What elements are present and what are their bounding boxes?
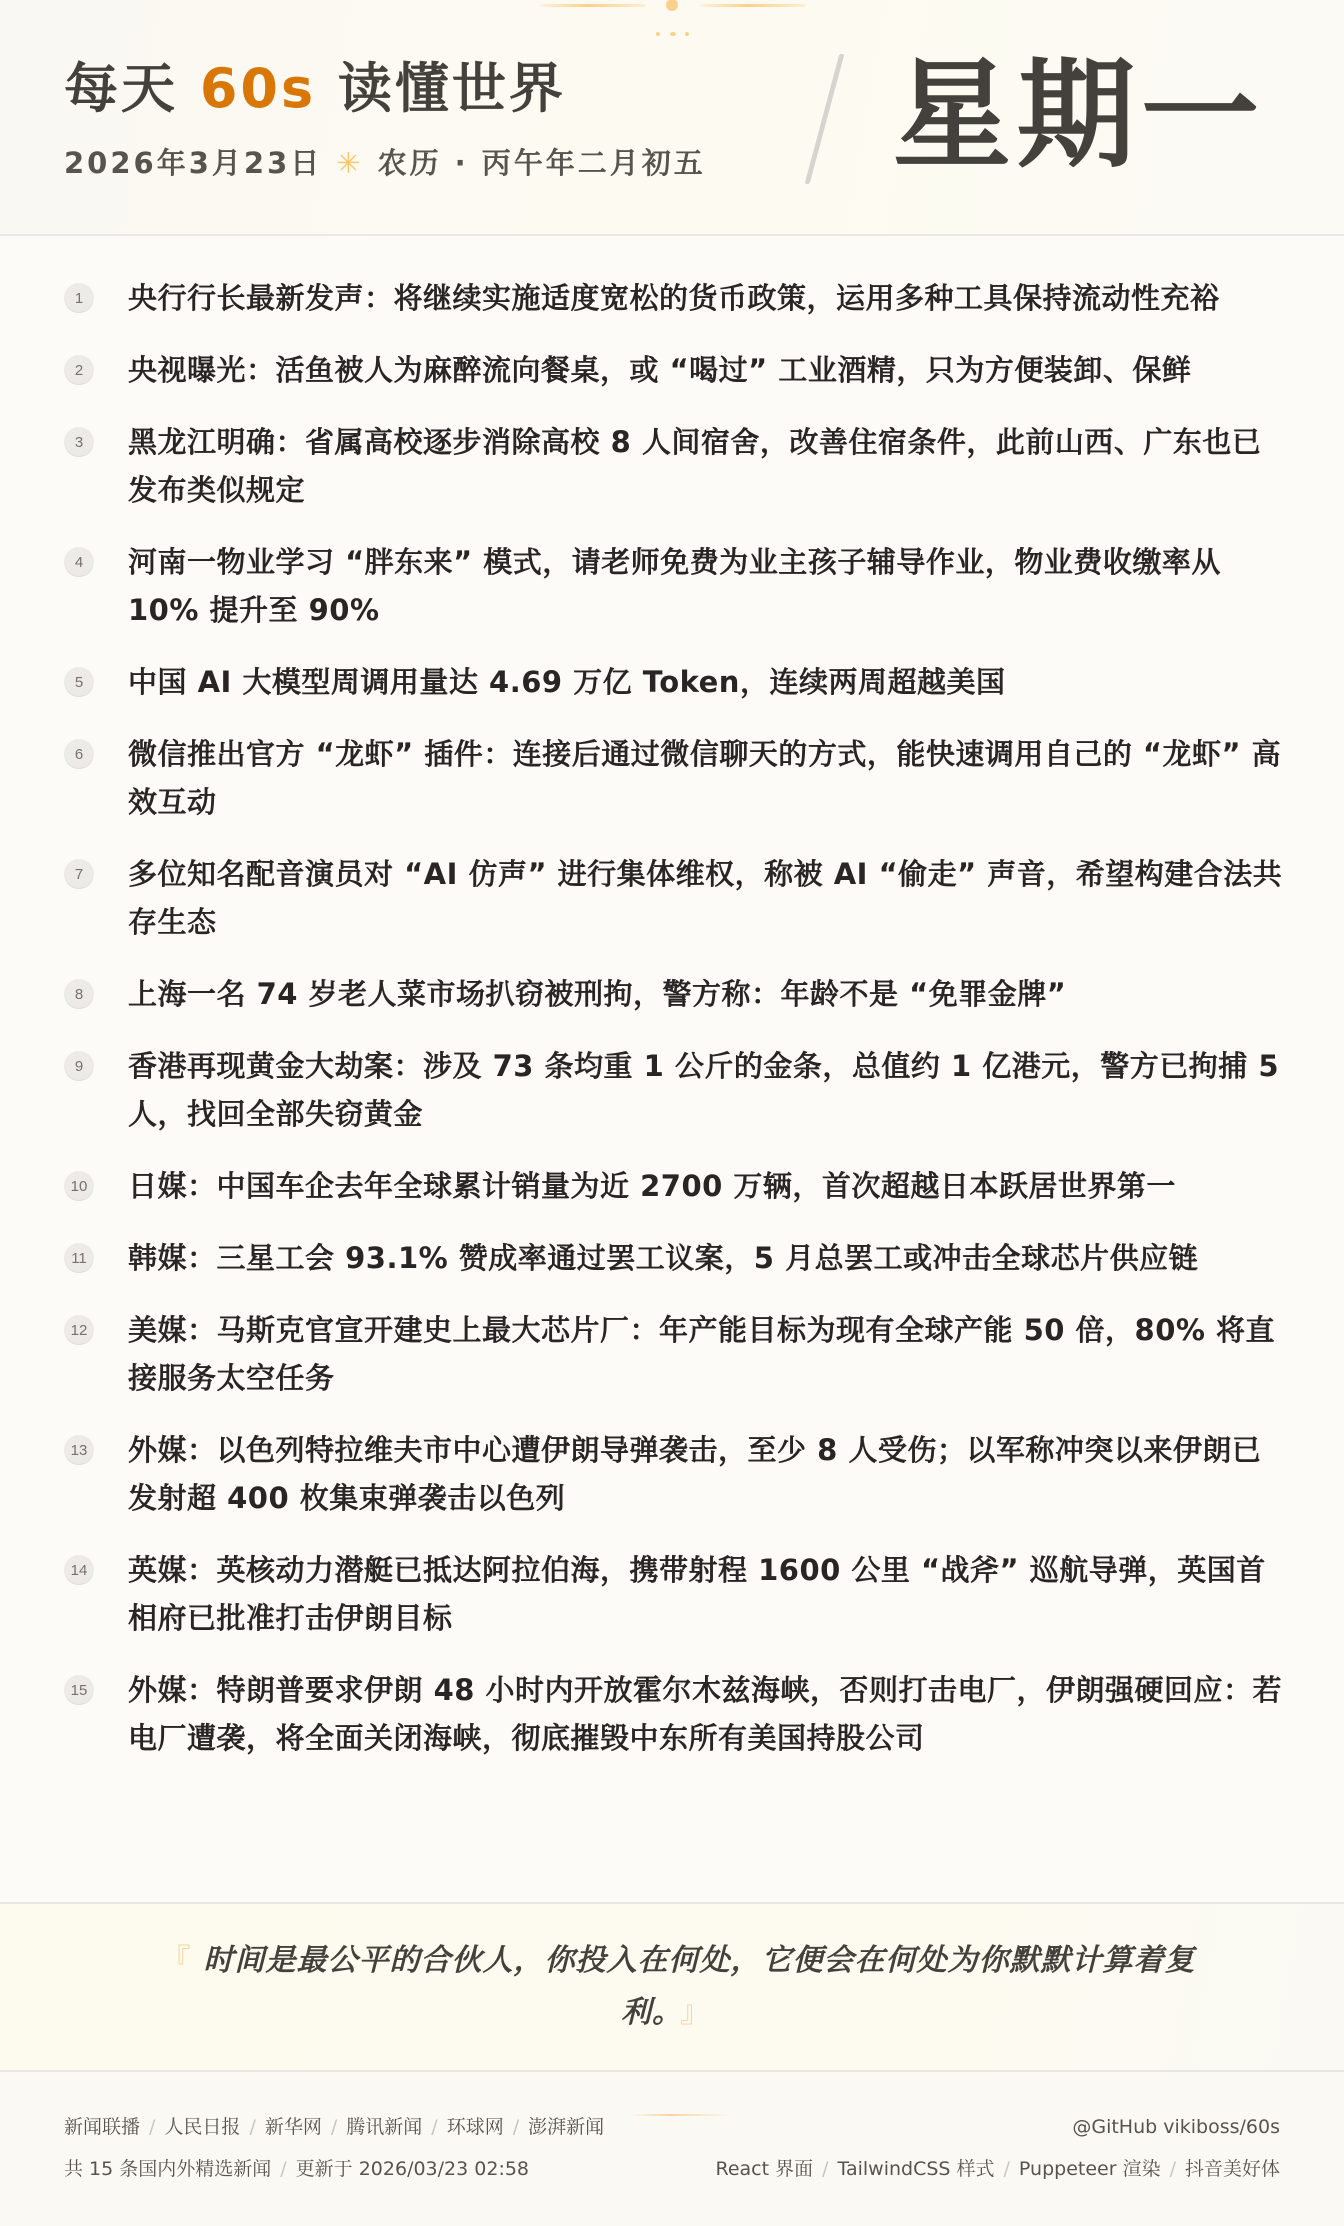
asterisk-icon: ✳ [336,146,364,180]
quote-close-icon: 』 [680,1995,711,2030]
tech-item: Puppeteer 渲染 [1018,2158,1161,2180]
news-item [0,538,1344,634]
separator: / [1169,2158,1176,2180]
header-decoration [0,0,1344,50]
source-item: 人民日报 [164,2116,241,2138]
news-text: 香港再现黄金大劫案：涉及 73 条均重 1 公斤的金条，总值约 1 亿港元，警方已拘捕 5 人，找回全部失窃黄金 [128,1049,1280,1131]
news-item [0,970,1344,1018]
solar-date: 2026年3月23日 [64,146,323,180]
decor-circle-icon [666,0,678,11]
separator: / [330,2116,338,2138]
title-accent: 60s [199,57,317,120]
source-item: 新华网 [264,2116,322,2138]
news-meta [64,2155,529,2183]
source-item: 新闻联播 [64,2116,141,2138]
news-index-badge: 12 [64,1315,94,1345]
news-index-badge: 1 [64,283,94,313]
news-text: 中国 AI 大模型周调用量达 4.69 万亿 Token，连续两周超越美国 [128,665,1006,699]
source-item: 澎湃新闻 [528,2116,605,2138]
decor-dot-icon [670,32,676,36]
source-item: 腾讯新闻 [346,2116,423,2138]
news-index-badge: 4 [64,547,94,577]
news-text: 外媒：以色列特拉维夫市中心遭伊朗导弹袭击，至少 8 人受伤；以军称冲突以来伊朗已发射超 400 枚集束弹袭击以色列 [128,1433,1262,1515]
news-text: 黑龙江明确：省属高校逐步消除高校 8 人间宿舍，改善住宿条件，此前山西、广东也已发布类似规定 [128,425,1262,507]
news-item [0,1162,1344,1210]
date-line [64,143,706,183]
decor-dot-icon [656,32,660,36]
separator: / [431,2116,438,2138]
news-item [0,1666,1344,1762]
news-index-badge: 3 [64,427,94,457]
news-text: 央视曝光：活鱼被人为麻醉流向餐桌，或 “喝过” 工业酒精，只为方便装卸、保鲜 [128,353,1192,387]
slash-divider [805,54,845,184]
news-text: 河南一物业学习 “胖东来” 模式，请老师免费为业主孩子辅导作业，物业费收缴率从 10% 提升至 90% [128,545,1221,627]
footer-decor-line [630,2114,730,2116]
news-item [0,850,1344,946]
separator: / [822,2158,829,2180]
news-index-badge: 5 [64,667,94,697]
news-index-badge: 9 [64,1051,94,1081]
news-item [0,730,1344,826]
news-text: 英媒：英核动力潜艇已抵达阿拉伯海，携带射程 1600 公里 “战斧” 巡航导弹，英国首相府已批准打击伊朗目标 [128,1553,1266,1635]
header [0,0,1344,236]
news-item [0,346,1344,394]
news-index-badge: 8 [64,979,94,1009]
news-index-badge: 11 [64,1243,94,1273]
news-index-badge: 13 [64,1435,94,1465]
page-title [64,54,566,124]
news-index-badge: 2 [64,355,94,385]
news-text: 上海一名 74 岁老人菜市场扒窃被刑拘，警方称：年龄不是 “免罪金牌” [128,977,1067,1011]
separator: / [1003,2158,1010,2180]
separator: / [249,2116,256,2138]
weekday: 星期一 [893,46,1266,184]
source-item: 环球网 [446,2116,504,2138]
quote-open-icon: 『 [160,1943,192,1978]
news-index-badge: 6 [64,739,94,769]
decor-line-left [540,4,645,7]
updated-time: 更新于 2026/03/23 02:58 [295,2158,530,2180]
tech-item: React 界面 [715,2158,814,2180]
news-item [0,1042,1344,1138]
decor-dot-icon [685,32,689,36]
news-index-badge: 7 [64,859,94,889]
news-index-badge: 10 [64,1171,94,1201]
github-credit: @GitHub vikiboss/60s [1072,2116,1280,2138]
quote-text-block [122,1935,1222,2039]
news-text: 韩媒：三星工会 93.1% 赞成率通过罢工议案，5 月总罢工或冲击全球芯片供应链 [128,1241,1199,1275]
news-item [0,1234,1344,1282]
separator: / [512,2116,520,2138]
tech-item: TailwindCSS 样式 [837,2158,995,2180]
news-item [0,418,1344,514]
news-item [0,658,1344,706]
quote-text: 时间是最公平的合伙人，你投入在何处，它便会在何处为你默默计算着复利。 [203,1943,1196,2030]
news-text: 微信推出官方 “龙虾” 插件：连接后通过微信聊天的方式，能快速调用自己的 “龙虾” 高效互动 [128,737,1282,819]
title-suffix: 读懂世界 [337,57,566,120]
news-index-badge: 14 [64,1555,94,1585]
news-count: 共 15 条国内外精选新闻 [64,2158,272,2180]
news-text: 美媒：马斯克官宣开建史上最大芯片厂：年产能目标为现有全球产能 50 倍，80% 将直接服务太空任务 [128,1313,1276,1395]
decor-line-right [700,4,805,7]
news-text: 日媒：中国车企去年全球累计销量为近 2700 万辆，首次超越日本跃居世界第一 [128,1169,1176,1203]
separator: / [280,2158,287,2180]
news-text: 央行行长最新发声：将继续实施适度宽松的货币政策，运用多种工具保持流动性充裕 [128,281,1220,315]
separator: / [149,2116,156,2138]
lunar-date: 农历 · 丙午年二月初五 [377,146,706,180]
news-text: 外媒：特朗普要求伊朗 48 小时内开放霍尔木兹海峡，否则打击电厂，伊朗强硬回应：若电厂遭袭，将全面关闭海峡，彻底摧毁中东所有美国持股公司 [128,1673,1283,1755]
daily-quote [0,1902,1344,2072]
news-item [0,1546,1344,1642]
tech-item: 抖音美好体 [1184,2158,1280,2180]
news-sources [64,2113,604,2141]
news-text: 多位知名配音演员对 “AI 仿声” 进行集体维权，称被 AI “偷走” 声音，希望构建合法共存生态 [128,857,1283,939]
title-prefix: 每天 [64,57,178,120]
news-item [0,1306,1344,1402]
news-list [0,274,1344,1786]
news-index-badge: 15 [64,1675,94,1705]
tech-stack [715,2155,1280,2183]
footer [0,2072,1344,2226]
news-item [0,1426,1344,1522]
news-item [0,274,1344,322]
